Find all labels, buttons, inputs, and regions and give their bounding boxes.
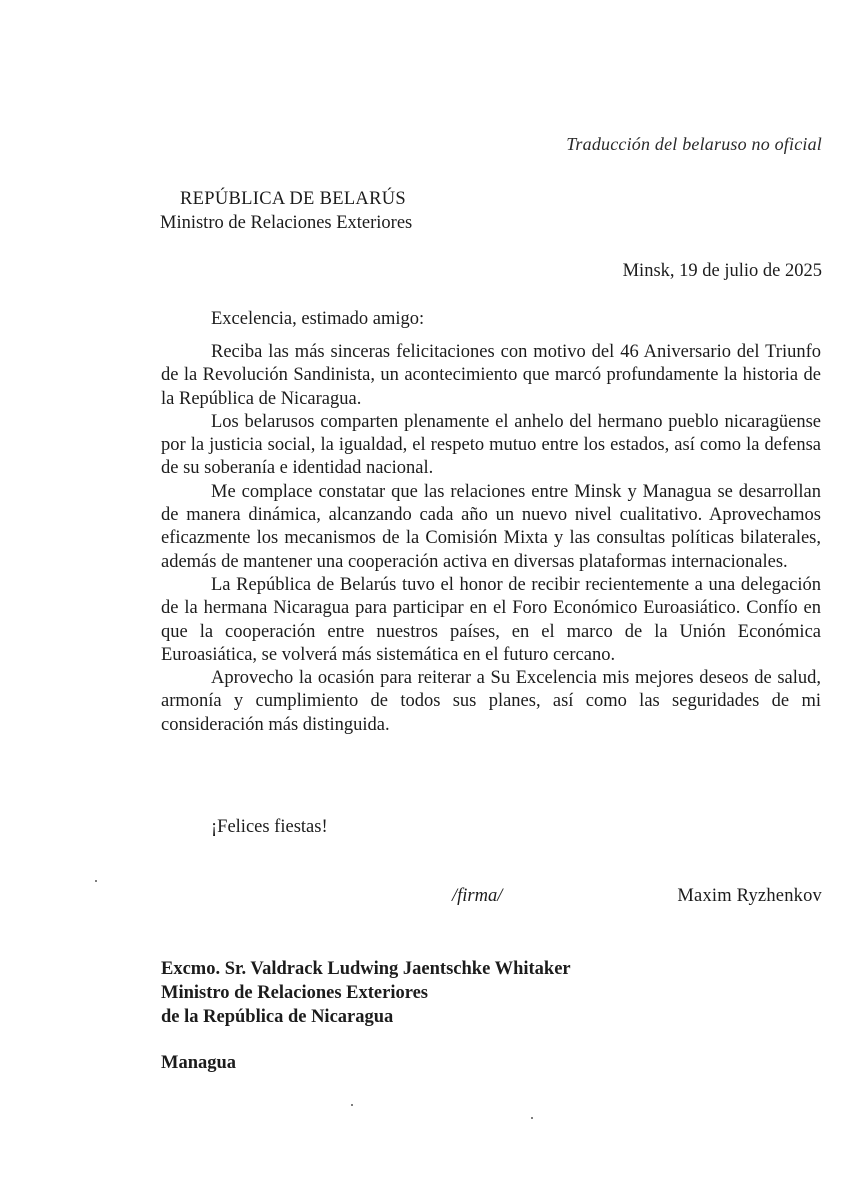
recipient-title: Ministro de Relaciones Exteriores (161, 983, 429, 1003)
sender-country: REPÚBLICA DE BELARÚS (180, 189, 406, 209)
recipient-block (161, 957, 571, 1029)
sender-ministry: Ministro de Relaciones Exteriores (160, 213, 413, 233)
salutation: Excelencia, estimado amigo: (211, 309, 425, 329)
body-paragraph: La República de Belarús tuvo el honor de recibir recientemente a una delegación de la hermana Nicaragua para participar en el Foro Económico Euroasiático. Confío en que la cooperación entre nuestros países, en el marco de la Unión Económica Euroasiática, se volverá más sistemática en el futuro cercano. (161, 574, 821, 665)
letter-date: Minsk, 19 de julio de 2025 (622, 261, 822, 281)
body-paragraph: Me complace constatar que las relaciones entre Minsk y Managua se desarrollan de manera dinámica, alcanzando cada año un nuevo nivel cualitativo. Aprovechamos eficazmente los mecanismos de la Comisión Mixta y las consultas políticas bilaterales, además de mantener una cooperación activa en diversas plataformas internacionales. (161, 481, 821, 572)
body-paragraph: Los belarusos comparten plenamente el anhelo del hermano pueblo nicaragüense por la justicia social, la igualdad, el respeto mutuo entre los estados, así como la defensa de su soberanía e identidad nacional. (161, 411, 821, 479)
signer-name: Maxim Ryzhenkov (677, 886, 822, 906)
letter-header (160, 187, 412, 235)
body-paragraph: Reciba las más sinceras felicitaciones con motivo del 46 Aniversario del Triunfo de la Revolución Sandinista, un acontecimiento que marcó profundamente la historia de la República de Nicaragua. (161, 342, 821, 409)
signature-mark: /firma/ (452, 886, 503, 906)
recipient-name: Excmo. Sr. Valdrack Ludwing Jaentschke Whitaker (161, 959, 571, 979)
closing-line: ¡Felices fiestas! (211, 817, 328, 837)
body-paragraph: Aprovecho la ocasión para reiterar a Su Excelencia mis mejores deseos de salud, armonía y cumplimiento de todos sus planes, así como las seguridades de mi consideración más distinguida. (161, 668, 821, 735)
letter-body (161, 341, 821, 737)
recipient-country: de la República de Nicaragua (161, 1007, 394, 1027)
translation-note: Traducción del belaruso no oficial (566, 134, 822, 154)
recipient-city: Managua (161, 1053, 237, 1073)
scan-speck (531, 1117, 533, 1119)
scan-speck (95, 880, 97, 882)
scan-speck (351, 1104, 353, 1106)
